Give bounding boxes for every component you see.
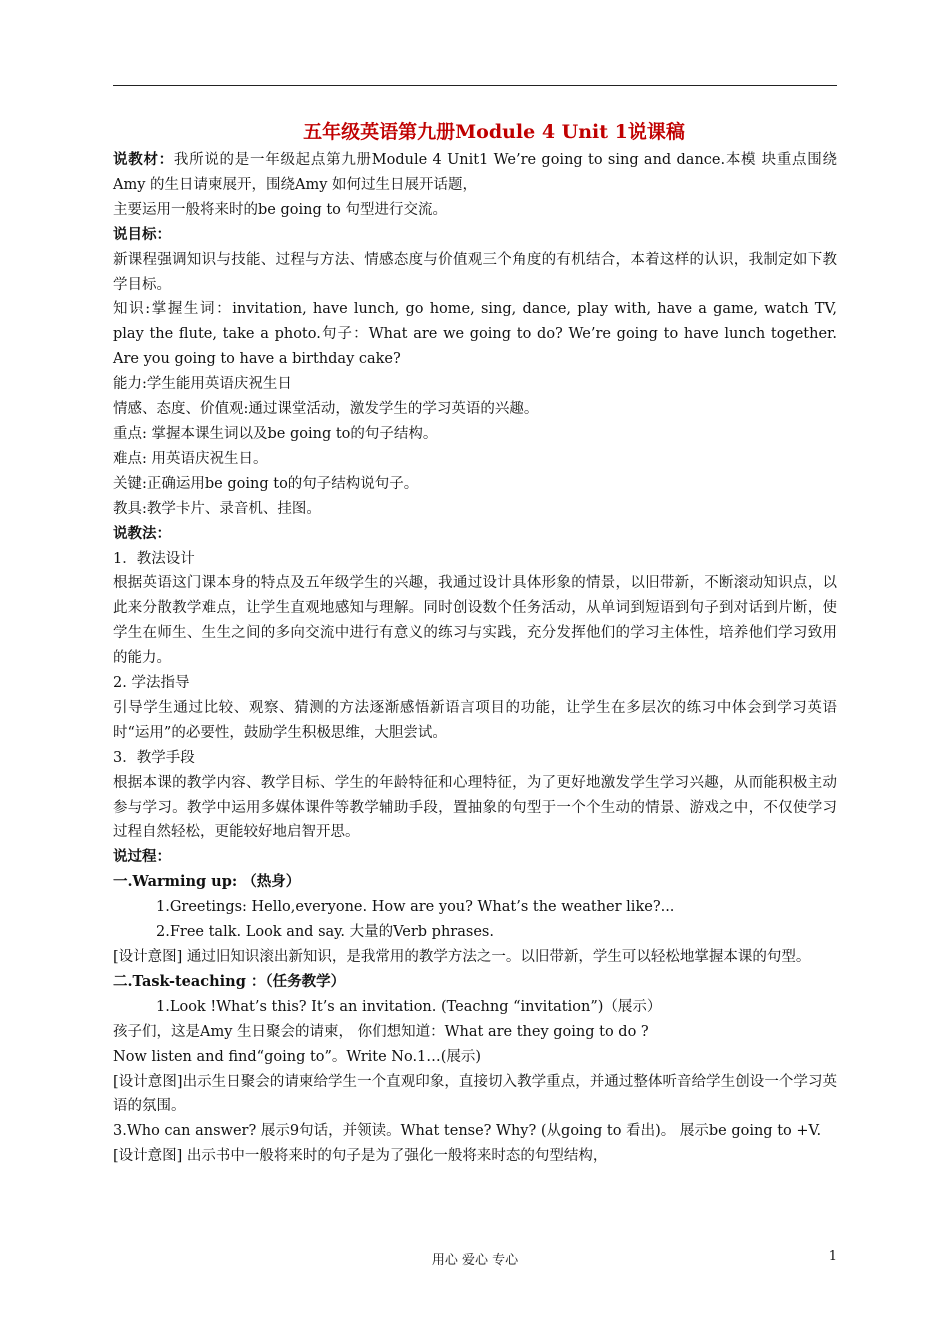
- warmup-item-1: 1.Greetings: Hello,everyone. How are you? What’s the weather like?...: [156, 899, 675, 916]
- methods-s1-title: 1．教法设计: [113, 550, 195, 567]
- material-heading: 说教材：: [113, 151, 174, 168]
- task-item-1b: 孩子们，这是Amy 生日聚会的请柬， 你们想知道：What are they going to do ?: [113, 1023, 649, 1040]
- process-heading: 说过程：: [113, 848, 171, 866]
- objectives-heading: 说目标：: [113, 225, 171, 243]
- objectives-emotion: 情感、态度、价值观:通过课堂活动，激发学生的学习英语的兴趣。: [113, 401, 539, 418]
- objectives-intro: 新课程强调知识与技能、过程与方法、情感态度与价值观三个角度的有机结合，本着这样的认识，我制定如下教学目标。: [113, 251, 837, 293]
- warmup-intent: [设计意图] 通过旧知识滚出新知识，是我常用的教学方法之一。以旧带新，学生可以轻松地掌握本课的句型。: [113, 949, 811, 965]
- warmup-title: 一.Warming up: （热身）: [113, 873, 301, 891]
- footer-motto: 用心 爱心 专心: [431, 1253, 519, 1268]
- task-item-1c: Now listen and find“going to”。Write No.1…(展示): [113, 1048, 482, 1065]
- task-intent-1: [设计意图]出示生日聚会的请柬给学生一个直观印象，直接切入教学重点，并通过整体听音给学生创设一个学习英语的氛围。: [113, 1073, 837, 1115]
- page-number: 1: [828, 1249, 837, 1264]
- methods-s2-body: 引导学生通过比较、观察、猜测的方法逐渐感悟新语言项目的功能，让学生在多层次的练习中体会到学习英语时“运用”的必要性，鼓励学生积极思维，大胆尝试。: [113, 699, 837, 741]
- methods-s2-title: 2. 学法指导: [113, 675, 190, 692]
- task-title: 二.Task-teaching ：（任务教学）: [113, 972, 346, 990]
- objectives-crux: 关键:正确运用be going to的句子结构说句子。: [113, 475, 419, 492]
- objectives-knowledge: 知识:掌握生词：invitation, have lunch, go home, sing, dance, play with, have a game, watch TV, play the flute, take a photo.句子：What are we going to do? We’re going to have lunch together. Are you going to have a birthday cake?: [113, 301, 837, 368]
- task-item-1: 1.Look !What’s this? It’s an invitation. (Teachng “invitation”)（展示）: [156, 998, 662, 1015]
- material-paragraph: [113, 148, 837, 198]
- methods-s3-title: 3．教学手段: [113, 749, 195, 766]
- methods-s1-body: 根据英语这门课本身的特点及五年级学生的兴趣，我通过设计具体形象的情景，以旧带新，不断滚动知识点，以此来分散教学难点，让学生直观地感知与理解。同时创设数个任务活动，从单词到短语到句子到对话到片断，使学生在师生、生生之间的多向交流中进行有意义的练习与实践，充分发挥他们的学习主体性，培养他们学习致用的能力。: [113, 575, 837, 667]
- task-item-3: 3.Who can answer? 展示9句话，并领读。What tense? Why? (从going to 看出)。 展示be going to +V.: [113, 1123, 822, 1140]
- methods-s3-body: 根据本课的教学内容、教学目标、学生的年龄特征和心理特征，为了更好地激发学生学习兴趣，从而能积极主动参与学习。教学中运用多媒体课件等教学辅助手段，置抽象的句型于一个个生动的情景、游戏之中，不仅使学习过程自然轻松，更能较好地启智开思。: [113, 774, 837, 841]
- document-body: [113, 118, 837, 1169]
- material-paragraph-2: 主要运用一般将来时的be going to 句型进行交流。: [113, 201, 448, 218]
- objectives-ability: 能力:学生能用英语庆祝生日: [113, 376, 292, 393]
- objectives-key-point: 重点: 掌握本课生词以及be going to的句子结构。: [113, 425, 438, 442]
- material-text: 我所说的是一年级起点第九册Module 4 Unit1 We’re going to sing and dance.本模 块重点围绕Amy 的生日请柬展开，围绕Amy 如何过生日展开话题，: [113, 152, 837, 193]
- header-rule: [113, 85, 837, 86]
- objectives-aids: 教具:教学卡片、录音机、挂图。: [113, 500, 321, 517]
- objectives-difficulty: 难点: 用英语庆祝生日。: [113, 450, 268, 467]
- task-intent-2: [设计意图] 出示书中一般将来时的句子是为了强化一般将来时态的句型结构，: [113, 1148, 608, 1165]
- document-title: 五年级英语第九册Module 4 Unit 1说课稿: [303, 121, 685, 143]
- warmup-item-2: 2.Free talk. Look and say. 大量的Verb phrases.: [156, 924, 494, 941]
- methods-heading: 说教法：: [113, 524, 171, 542]
